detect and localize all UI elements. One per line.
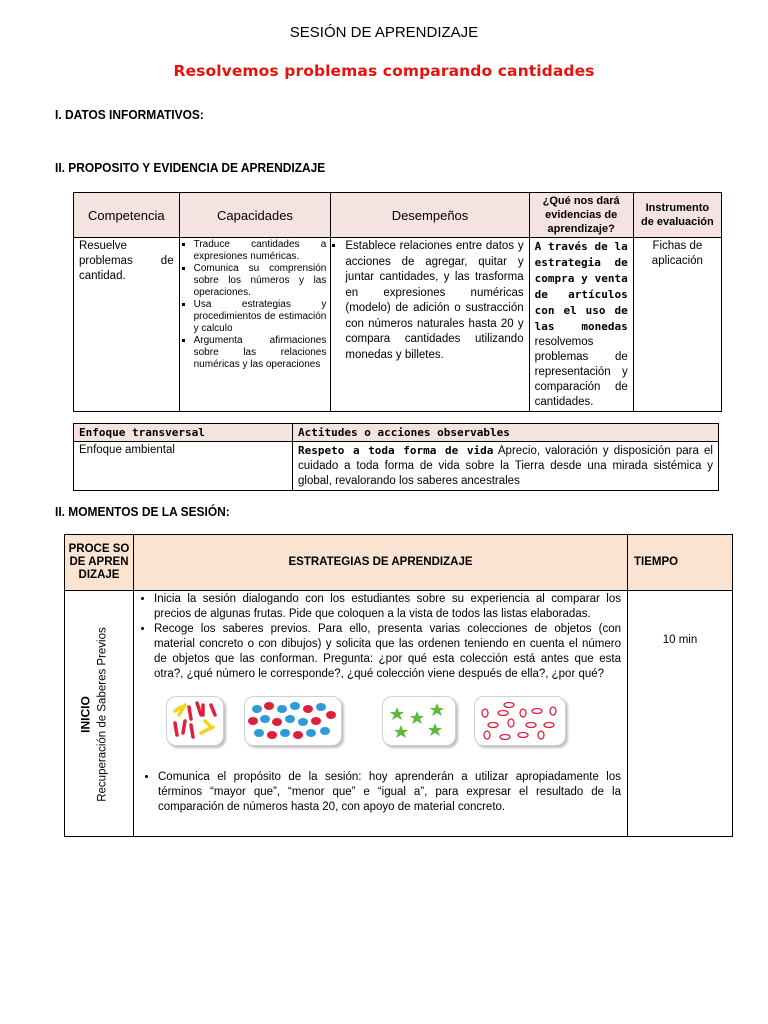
- document-title: SESIÓN DE APRENDIZAJE: [289, 24, 479, 41]
- tiempo-cell: 10 min: [628, 591, 733, 837]
- actitud-text: Aprecio, valoración y disposición para el cuidado a toda forma de vida sobre la Tierra desde una mirada sistémica y global, revalorando los saberes ancestrales: [298, 445, 713, 487]
- collections-illustration: [134, 682, 627, 770]
- header-capacidades: Capacidades: [179, 193, 331, 238]
- desempenos-cell: [331, 238, 529, 412]
- desempeno-item: ▪ Establece relaciones entre datos y acciones de agregar, quitar y juntar cantidades, y las trasforma en expresiones numéricas (modelo) de adición o sustracción con números naturales hasta 20 y compara cantidades utilizando monedas y billetes.: [345, 239, 523, 363]
- capacidad-item: ▪ Argumenta afirmaciones sobre las relaciones numéricas y las operaciones: [194, 335, 327, 371]
- header-tiempo: TIEMPO: [628, 535, 733, 591]
- collection-sticks-image: [166, 696, 224, 746]
- section-datos-informativos: I. DATOS INFORMATIVOS:: [55, 107, 204, 122]
- fase-label: INICIO: [78, 696, 93, 733]
- evidencias-cell: [529, 238, 633, 412]
- fase-sub-label: Recuperación de Saberes Previos: [96, 627, 109, 802]
- evidencias-bold-text: A través de la estrategia de compra y venta de artículos con el uso de las monedas: [534, 240, 628, 333]
- collection-dots-image: [244, 696, 342, 746]
- header-evidencias: ¿Qué nos dará evidencias de aprendizaje?: [529, 193, 633, 238]
- estrategias-cell: [134, 591, 628, 837]
- instrumento-cell: Fichas de aplicación: [633, 238, 721, 412]
- competencia-cell: Resuelve problemas de cantidad.: [74, 238, 180, 412]
- enfoque-cell: Enfoque ambiental: [74, 442, 293, 491]
- capacidad-item: ▪ Comunica su comprensión sobre los números y las operaciones.: [194, 263, 327, 299]
- actitud-bold-text: Respeto a toda forma de vida: [298, 444, 494, 457]
- actitud-cell: [293, 442, 719, 491]
- header-competencia: Competencia: [74, 193, 180, 238]
- competencias-table: [73, 192, 722, 412]
- capacidad-item: ▪ Traduce cantidades a expresiones numéricas.: [194, 239, 327, 263]
- collection-rings-image: [474, 696, 566, 746]
- proposito-item: • Comunica el propósito de la sesión: hoy aprenderán a utilizar apropiadamente los términos “mayor que”, “menor que” e “igual a”, para expresar el resultado de la comparación de números hasta 20, con apoyo de material concreto.: [158, 770, 621, 815]
- header-instrumento: Instrumento de evaluación: [633, 193, 721, 238]
- header-proceso: PROCE SO DE APREN DIZAJE: [65, 535, 134, 591]
- estrategia-item: • Inicia la sesión dialogando con los estudiantes sobre su experiencia al comparar los precios de algunas frutas. Pide que coloquen a la vista de todos las listas elaboradas.: [154, 592, 621, 622]
- momentos-table: [64, 534, 733, 837]
- estrategia-item: • Recoge los saberes previos. Para ello, presenta varias colecciones de objetos (con material concreto o con dibujos) y solicita que las ordenen teniendo en cuenta el número de objetos que las conforman. Pregunta: ¿por qué esta colección está antes que esta otra?, ¿qué número le corresponde?, ¿qué colección viene después de ella?, ¿por qué?: [154, 622, 621, 682]
- collection-stars-image: [382, 696, 456, 746]
- evidencias-text: resolvemos problemas de representación y comparación de cantidades.: [534, 336, 628, 408]
- header-enfoque: Enfoque transversal: [74, 424, 293, 442]
- header-desempenos: Desempeños: [331, 193, 529, 238]
- capacidades-cell: [179, 238, 331, 412]
- enfoque-table: [73, 423, 719, 491]
- capacidad-item: ▪ Usa estrategias y procedimientos de estimación y calculo: [194, 299, 327, 335]
- header-actitudes: Actitudes o acciones observables: [293, 424, 719, 442]
- session-subtitle: Resolvemos problemas comparando cantidades: [173, 62, 595, 80]
- section-momentos: II. MOMENTOS DE LA SESIÓN:: [55, 504, 230, 519]
- header-estrategias: ESTRATEGIAS DE APRENDIZAJE: [134, 535, 628, 591]
- fase-cell: [65, 591, 134, 837]
- section-proposito: II. PROPOSITO Y EVIDENCIA DE APRENDIZAJE: [55, 160, 326, 175]
